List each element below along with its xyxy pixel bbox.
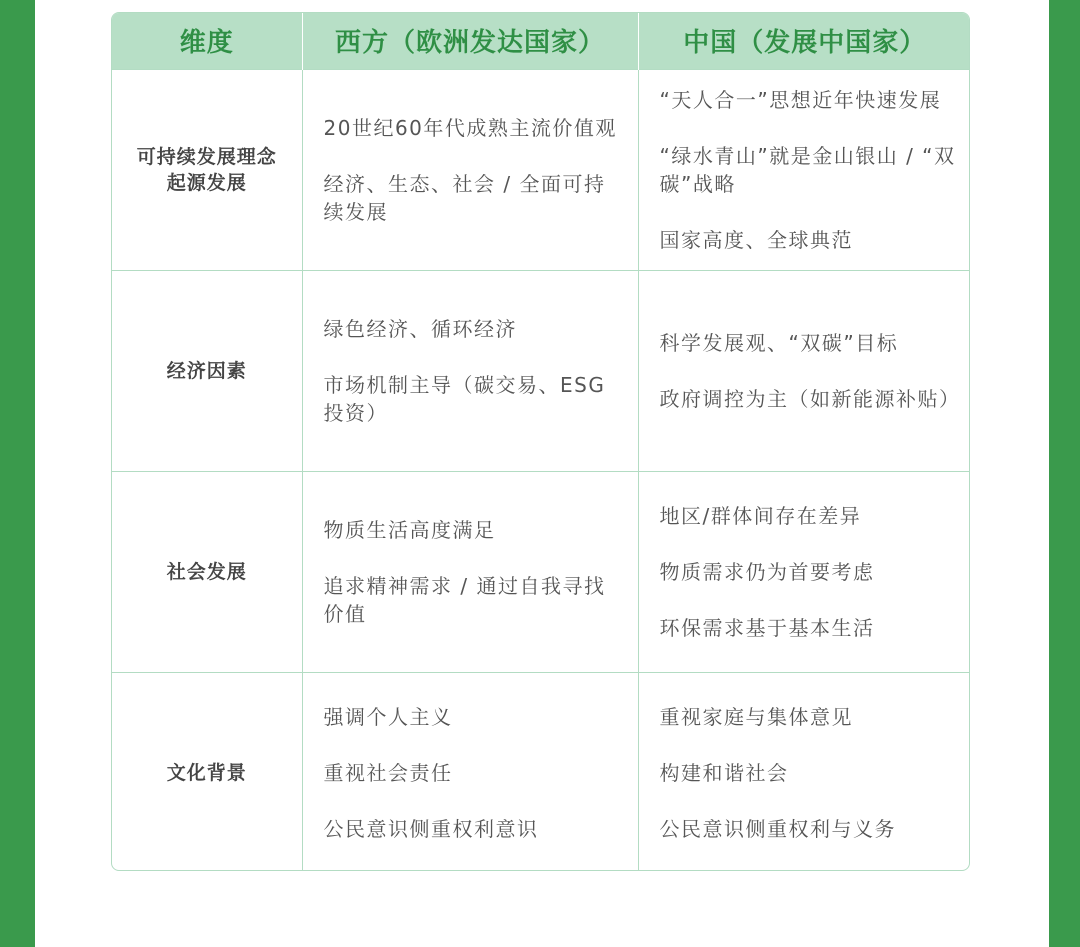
west-point: 绿色经济、循环经济 xyxy=(323,316,517,341)
west-point: 强调个人主义 xyxy=(323,704,453,729)
china-point: 环保需求基于基本生活 xyxy=(659,615,875,640)
west-point: 市场机制主导（碳交易、ESG投资） xyxy=(323,372,606,425)
west-cell xyxy=(302,270,638,471)
west-point: 经济、生态、社会 / 全面可持续发展 xyxy=(323,171,606,224)
header-dimension: 维度 xyxy=(112,13,302,69)
china-point: “绿水青山”就是金山银山 / “双碳”战略 xyxy=(659,143,956,196)
china-point: 科学发展观、“双碳”目标 xyxy=(659,330,899,355)
china-cell xyxy=(638,471,970,672)
china-point: “天人合一”思想近年快速发展 xyxy=(659,87,942,112)
west-point: 物质生活高度满足 xyxy=(323,517,496,542)
right-green-bar xyxy=(1049,0,1080,947)
row-dimension xyxy=(112,672,302,871)
comparison-table-grid xyxy=(112,13,970,871)
west-point: 追求精神需求 / 通过自我寻找价值 xyxy=(323,573,606,626)
west-cell xyxy=(302,471,638,672)
table-row xyxy=(112,471,970,672)
dimension-line: 可持续发展理念 xyxy=(136,145,277,168)
table-row xyxy=(112,672,970,871)
comparison-table xyxy=(111,12,970,871)
west-cell xyxy=(302,672,638,871)
table-row xyxy=(112,270,970,471)
china-point: 公民意识侧重权利与义务 xyxy=(659,816,896,841)
table-row xyxy=(112,69,970,270)
dimension-line: 起源发展 xyxy=(166,171,247,194)
china-cell xyxy=(638,270,970,471)
dimension-line: 文化背景 xyxy=(166,761,247,784)
row-dimension xyxy=(112,471,302,672)
dimension-line: 社会发展 xyxy=(166,560,247,583)
china-point: 重视家庭与集体意见 xyxy=(659,704,853,729)
table-header-row xyxy=(112,13,970,69)
row-dimension xyxy=(112,270,302,471)
china-point: 地区/群体间存在差异 xyxy=(659,503,862,528)
row-dimension xyxy=(112,69,302,270)
china-point: 国家高度、全球典范 xyxy=(659,227,853,252)
west-point: 公民意识侧重权利意识 xyxy=(323,816,539,841)
china-cell xyxy=(638,69,970,270)
china-point: 物质需求仍为首要考虑 xyxy=(659,559,875,584)
left-green-bar xyxy=(0,0,35,947)
china-point: 政府调控为主（如新能源补贴） xyxy=(659,386,961,411)
dimension-line: 经济因素 xyxy=(166,359,247,382)
header-west: 西方（欧洲发达国家） xyxy=(302,13,638,69)
west-point: 重视社会责任 xyxy=(323,760,453,785)
west-cell xyxy=(302,69,638,270)
china-cell xyxy=(638,672,970,871)
west-point: 20世纪60年代成熟主流价值观 xyxy=(323,115,617,140)
china-point: 构建和谐社会 xyxy=(659,760,789,785)
header-china: 中国（发展中国家） xyxy=(638,13,970,69)
